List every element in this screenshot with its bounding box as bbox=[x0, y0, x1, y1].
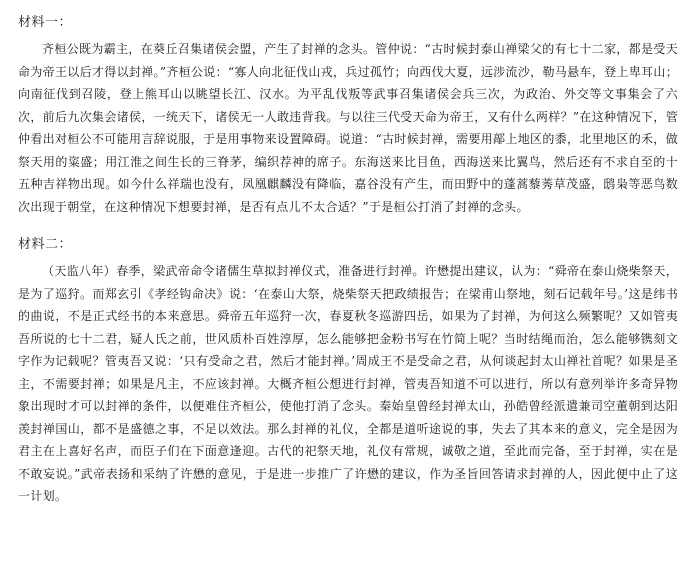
material-two-section bbox=[18, 236, 678, 508]
material-two-heading: 材料二： bbox=[18, 237, 73, 252]
material-two-body: （天监八年）春季，梁武帝命令诸儒生草拟封禅仪式，准备进行封禅。许懋提出建议，认为：“舜帝在泰山烧柴祭天，是为了巡狩。而郑玄引《孝经钩命决》说：‘在泰山大祭，烧柴祭天把政绩报告；在梁甫山祭地，刻石记载年号。’这是纬书的曲说，不是正式经书的本来意思。舜帝五年巡狩一次，春夏秋冬巡游四岳，如果为了封禅，为何这么频繁呢？又如管夷吾所说的七十二君，疑人氏之前，世风质朴百姓淳厚，怎么能够把金粉书写在竹简上呢？当时结绳而治，怎么能够镌刻文字作为记载呢？管夷吾又说：‘只有受命之君，然后才能封禅。’周成王不是受命之君，从何谈起封太山禅社首呢？如果是圣主，不需要封禅；如果是凡主，不应该封禅。大概齐桓公想进行封禅，管夷吾知道不可以进行，所以有意列举许多奇异物象出现时才可以封禅的条件，以便难住齐桓公，使他打消了念头。秦始皇曾经封禅太山，孙皓曾经派遣兼司空董朝到达阳羡封禅国山，都不是盛德之事，不足以效法。那么封禅的礼仪，全都是道听途说的事，失去了其本来的意义，完全是因为君主在上喜好名声，而臣子们在下面意逢迎。古代的祀祭天地，礼仪有常规，诚敬之道，至此而完备，至于封禅，实在是不敢妄说。”武帝表扬和采纳了许懋的意见，于是进一步推广了许懋的建议，作为圣旨回答请求封禅的人，因此便中止了这一计划。 bbox=[18, 264, 678, 503]
material-one-heading: 材料一： bbox=[18, 15, 73, 30]
material-one-body: 齐桓公既为霸主，在葵丘召集诸侯会盟，产生了封禅的念头。管仲说：“古时候封泰山禅梁父的有七十二家，都是受天命为帝王以后才得以封禅。”齐桓公说：“寡人向北征伐山戎，兵过孤竹；向西伐大夏，远涉流沙，勒马悬车，登上卑耳山；向南征伐到召陵，登上熊耳山以眺望长江、汉水。为平乱伐叛等武事召集诸侯会兵三次，为政治、外交等文事集会了六次，前后九次集会诸侯，一统天下，诸侯无一人敢违背我。与以往三代受天命为帝王，又有什么两样？”在这种情况下，管仲看出对桓公不可能用言辞说服，于是用事物来设置障碍。说道：“古时候封禅，需要用鄗上地区的黍，北里地区的禾，做祭天用的粢盛；用江淮之间生长的三脊茅，编织荐神的席子。东海送来比目鱼，西海送来比翼鸟，然后还有不求自至的十五种吉祥物出现。如今什么祥瑞也没有，凤凰麒麟没有降临，嘉谷没有产生，而田野中的蓬蒿藜莠草茂盛，鸱枭等恶鸟数次出现于朝堂，在这种情况下想要封禅，是否有点儿不太合适？”于是桓公打消了封禅的念头。 bbox=[18, 42, 678, 214]
material-one-section bbox=[18, 14, 678, 218]
